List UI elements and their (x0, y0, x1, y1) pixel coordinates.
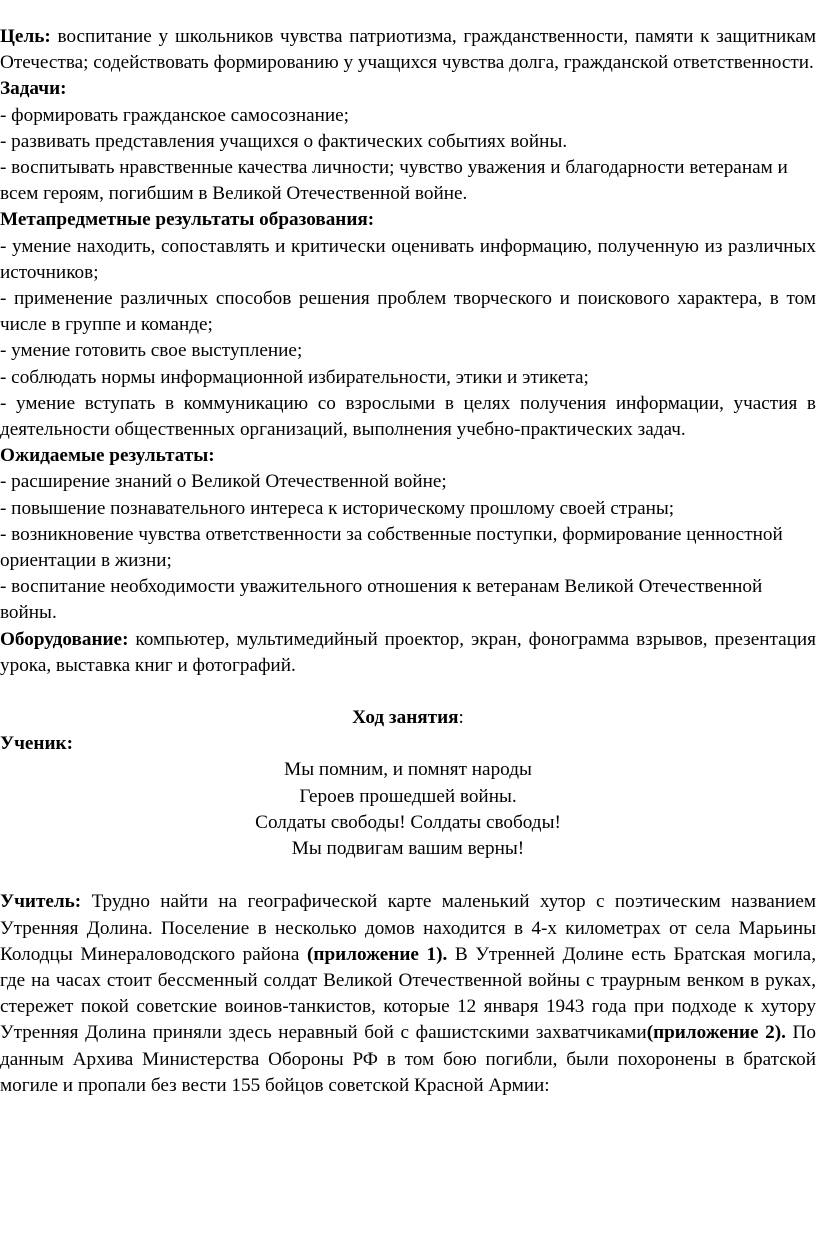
lesson-course-label: Ход занятия (352, 707, 459, 729)
teacher-text: По данным Архива Министерства Обороны РФ в том бою погибли, были похоронены в братской могиле и пропали без вести 155 бойцов советской Красной Армии: (0, 1022, 816, 1096)
expected-results-heading (0, 443, 816, 469)
expected-result-item: - повышение познавательного интереса к историческому прошлому своей страны; (0, 497, 675, 519)
poem-line: Мы помним, и помнят народы (284, 759, 532, 781)
poem-line: Мы подвигам вашим верны! (291, 838, 525, 860)
lesson-course-title (0, 705, 816, 731)
appendix-2-ref: (приложение 2). (646, 1022, 786, 1044)
meta-result-item: - умение вступать в коммуникацию со взрослыми в целях получения информации, участия в деятельности общественных организаций, выполнения учебно-практических задач. (0, 392, 816, 441)
task-item: - формировать гражданское самосознание; (0, 104, 350, 126)
goal-paragraph (0, 24, 816, 76)
meta-result-item: - умение находить, сопоставлять и критически оценивать информацию, полученную из различных источников; (0, 235, 816, 283)
student-heading (0, 731, 816, 757)
teacher-paragraph (0, 889, 816, 1099)
expected-result-item: - воспитание необходимости уважительного отношения к ветеранам Великой Отечественной войны. (0, 576, 763, 624)
expected-result-item: - возникновение чувства ответственности за собственные поступки, формирование ценностной ориентации в жизни; (0, 523, 783, 572)
teacher-text: В Утренней Долине есть Братская могила, где на часах стоит бессменный солдат Великой Отечественной войны с траурным венком в руках, стережет покой советские воинов-танкистов, которые 12 января 1943 года при подходе к хутору Утренняя Долина приняли здесь неравный бой с фашистскими захватчиками (0, 943, 816, 1044)
equipment-text: компьютер, мультимедийный проектор, экран, фонограмма взрывов, презентация урока, выставка книг и фотографий. (0, 628, 816, 676)
equipment-paragraph (0, 627, 816, 679)
poem-line: Героев прошедшей войны. (299, 785, 517, 807)
poem-line: Солдаты свободы! Солдаты свободы! (255, 811, 561, 833)
meta-results-label: Метапредметные результаты образования: (0, 209, 375, 231)
expected-result-item: - расширение знаний о Великой Отечественной войне; (0, 471, 447, 493)
meta-result-item: - умение готовить свое выступление; (0, 340, 303, 362)
appendix-1-ref: (приложение 1). (307, 943, 448, 965)
task-item: - развивать представления учащихся о фактических событиях войны. (0, 130, 568, 152)
meta-result-item: - применение различных способов решения проблем творческого и поискового характера, в том числе в группе и команде; (0, 288, 816, 336)
document-page (0, 24, 816, 1099)
expected-results-label: Ожидаемые результаты: (0, 445, 215, 467)
student-label: Ученик: (0, 733, 73, 755)
poem (0, 757, 816, 862)
task-item: - воспитывать нравственные качества личности; чувство уважения и благодарности ветеранам и всем героям, погибшим в Великой Отечественной войне. (0, 157, 788, 205)
tasks-heading (0, 76, 816, 102)
meta-results-heading (0, 207, 816, 233)
tasks-label: Задачи: (0, 78, 67, 100)
goal-label: Цель: (0, 26, 51, 47)
goal-text: воспитание у школьников чувства патриотизма, гражданственности, памяти к защитникам Отечества; содействовать формированию у учащихся чувства долга, гражданской ответственности. (0, 26, 816, 74)
teacher-label: Учитель: (0, 891, 82, 913)
meta-result-item: - соблюдать нормы информационной избирательности, этики и этикета; (0, 366, 589, 388)
teacher-text: Трудно найти на географической карте маленький хутор с поэтическим названием Утренняя Долина. Поселение в несколько домов находится в 4-х километрах от села Марьины Колодцы Минераловодского района (0, 891, 816, 965)
lesson-course-colon: : (458, 707, 464, 729)
equipment-label: Оборудование: (0, 628, 129, 650)
